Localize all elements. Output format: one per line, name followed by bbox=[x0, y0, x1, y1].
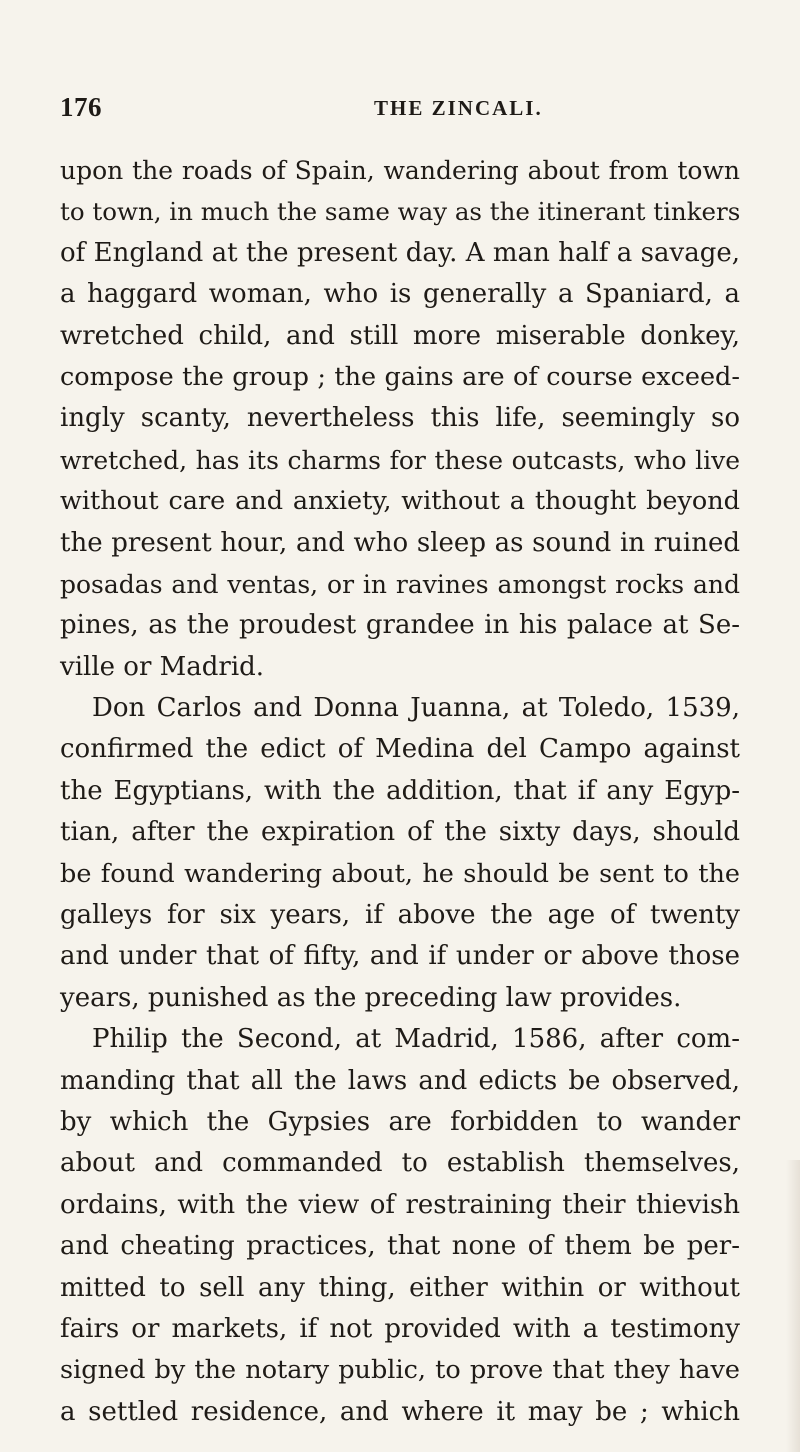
text-line: wretched, has its charms for these outcasts, who live bbox=[60, 445, 740, 475]
text-line: years, punished as the preceding law provides. bbox=[60, 982, 682, 1013]
page-header bbox=[60, 92, 740, 132]
text-line: a settled residence, and where it may be ; which bbox=[60, 1396, 740, 1427]
page-number: 176 bbox=[60, 92, 102, 122]
text-line: ville or Madrid. bbox=[60, 651, 265, 682]
body-text bbox=[60, 150, 740, 1433]
text-line: manding that all the laws and edicts be observed, bbox=[60, 1065, 740, 1096]
text-line: and under that of fifty, and if under or above those bbox=[60, 941, 740, 972]
text-line: a haggard woman, who is generally a Spaniard, a bbox=[60, 279, 740, 310]
text-line: posadas and ventas, or in ravines amongst rocks and bbox=[60, 569, 740, 599]
text-line: by which the Gypsies are forbidden to wander bbox=[60, 1106, 740, 1137]
text-line: Don Carlos and Donna Juanna, at Toledo, 1539, bbox=[92, 693, 740, 724]
text-line: ordains, with the view of restraining their thievish bbox=[60, 1189, 740, 1220]
text-line: upon the roads of Spain, wandering about from town bbox=[60, 156, 740, 185]
text-line: pines, as the proudest grandee in his palace at Se- bbox=[60, 610, 740, 641]
text-line: of England at the present day. A man half a savage, bbox=[60, 237, 740, 268]
text-line: without care and anxiety, without a thought beyond bbox=[60, 486, 740, 517]
text-line: wretched child, and still more miserable donkey, bbox=[60, 320, 740, 351]
text-line: about and commanded to establish themselves, bbox=[60, 1148, 740, 1179]
text-line: and cheating practices, that none of them be per- bbox=[60, 1231, 740, 1262]
text-line: galleys for six years, if above the age of twenty bbox=[60, 900, 740, 931]
text-line: compose the group ; the gains are of course exceed- bbox=[60, 361, 740, 392]
text-line: tian, after the expiration of the sixty days, should bbox=[60, 817, 740, 848]
page-edge-shadow bbox=[786, 1160, 800, 1452]
running-title: THE ZINCALI. bbox=[374, 96, 543, 120]
text-line: confirmed the edict of Medina del Campo against bbox=[60, 734, 740, 765]
text-line: the present hour, and who sleep as sound in ruined bbox=[60, 527, 740, 558]
text-line: fairs or markets, if not provided with a testimony bbox=[60, 1313, 740, 1344]
text-line: mitted to sell any thing, either within or without bbox=[60, 1272, 740, 1303]
text-line: ingly scanty, nevertheless this life, seemingly so bbox=[60, 403, 740, 434]
text-line: signed by the notary public, to prove that they have bbox=[60, 1355, 740, 1386]
text-line: Philip the Second, at Madrid, 1586, after com- bbox=[92, 1024, 740, 1055]
text-line: the Egyptians, with the addition, that if any Egyp- bbox=[60, 775, 740, 806]
text-line: to town, in much the same way as the itinerant tinkers bbox=[60, 197, 741, 227]
text-line: be found wandering about, he should be sent to the bbox=[60, 858, 740, 889]
